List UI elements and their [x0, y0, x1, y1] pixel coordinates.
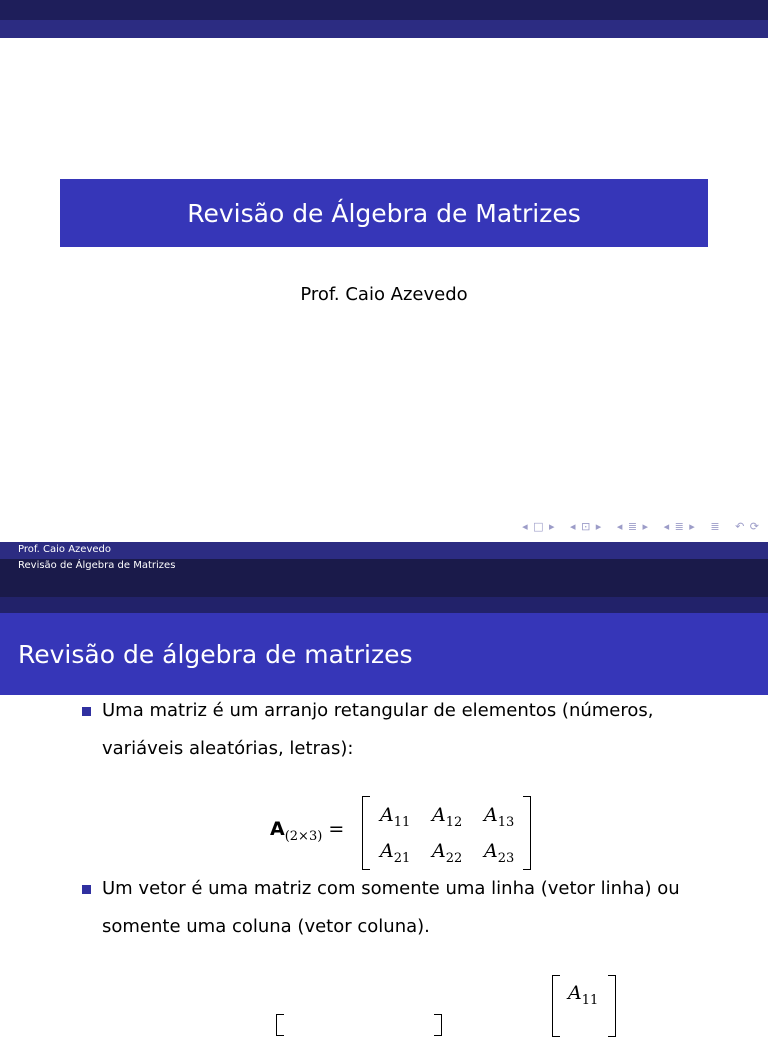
author: Prof. Caio Azevedo — [300, 284, 468, 305]
nav-toc-icon[interactable]: ≣ — [710, 520, 721, 533]
column-vector-left-bracket — [552, 975, 560, 1037]
header-bar — [0, 20, 768, 38]
matrix-element-a22: $A_{22}$ — [432, 840, 463, 866]
matrix-left-bracket — [362, 796, 370, 870]
bullet-vector-definition: Um vetor é uma matriz com somente uma linha (vetor linha) ou somente uma coluna (vetor coluna). — [102, 870, 702, 946]
matrix-right-bracket — [523, 796, 531, 870]
nav-frame-icon[interactable]: ◂ □ ▸ — [522, 520, 556, 533]
header-bar-dark — [0, 0, 768, 20]
row-vector-right-bracket — [434, 1014, 442, 1036]
matrix-lhs: $A_{(2\times 3)}$ = — [270, 818, 345, 844]
slide-title-box — [60, 179, 708, 247]
column-vector-right-bracket — [608, 975, 616, 1037]
matrix-element-a13: $A_{13}$ — [484, 804, 515, 830]
footer-bar — [0, 542, 768, 559]
frame-title: Revisão de álgebra de matrizes — [18, 639, 413, 669]
matrix-element-a11: $A_{11}$ — [380, 804, 411, 830]
footer-bar-dark — [0, 559, 768, 597]
row-vector-left-bracket — [276, 1014, 284, 1036]
bullet-matrix-definition: Uma matriz é um arranjo retangular de elementos (números, variáveis aleatórias, letras): — [102, 692, 702, 768]
nav-section-icon[interactable]: ◂ ≣ ▸ — [616, 520, 650, 533]
slide-title: Revisão de Álgebra de Matrizes — [187, 198, 581, 228]
nav-doc-icon[interactable]: ◂ ≣ ▸ — [663, 520, 696, 533]
matrix-element-a21: $A_{21}$ — [380, 840, 411, 866]
footer-author: Prof. Caio Azevedo — [18, 544, 111, 555]
slide2-header-bar — [0, 597, 768, 613]
matrix-element-a12: $A_{12}$ — [432, 804, 463, 830]
column-vector-element-a11: $A_{11}$ — [568, 982, 599, 1008]
beamer-nav-bar — [512, 520, 760, 533]
footer-title: Revisão de Álgebra de Matrizes — [18, 560, 176, 571]
nav-back-search-icon[interactable]: ↶ ⟳ — [735, 520, 760, 533]
frame-title-bar — [0, 613, 768, 695]
nav-subsection-icon[interactable]: ◂ ⊡ ▸ — [570, 520, 603, 533]
matrix-element-a23: $A_{23}$ — [484, 840, 515, 866]
